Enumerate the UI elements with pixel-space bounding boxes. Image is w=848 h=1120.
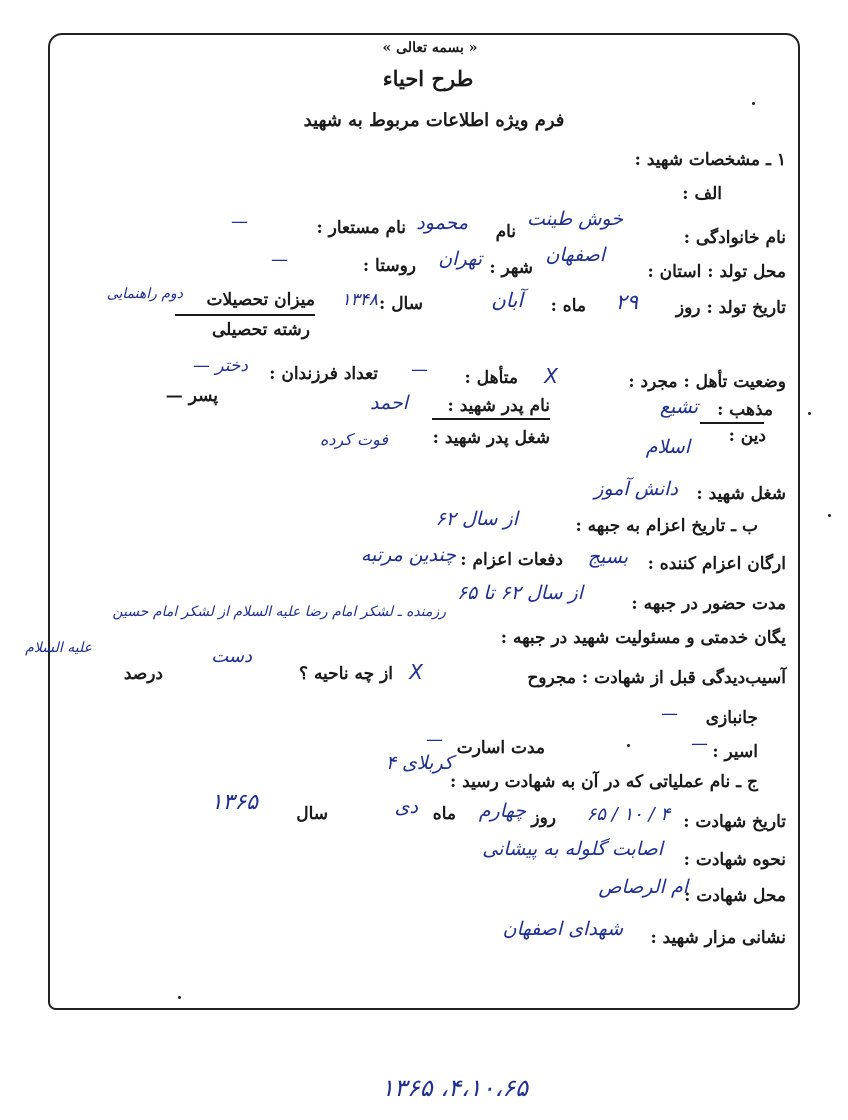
birth-month-label: ماه :	[550, 296, 586, 316]
first-name-label: نام	[495, 222, 516, 242]
martyrdom-date-value: ۴ / ۱۰ / ۶۵	[586, 804, 670, 825]
children-count-label: تعداد فرزندان :	[269, 364, 378, 384]
province-value: اصفهان	[545, 244, 605, 266]
unit-value-line1: رزمنده ـ لشکر امام رضا علیه السلام از لشکر امام حسین	[112, 604, 446, 620]
birthplace-label: محل تولد : استان :	[647, 262, 786, 282]
dispatch-org-value: بسیج	[587, 546, 628, 568]
married-value: —	[411, 360, 428, 380]
education-level-label: میزان تحصیلات	[206, 290, 315, 310]
basmala: « بسمه تعالی »	[382, 40, 478, 56]
religion-value: اسلام	[645, 436, 690, 458]
father-name-value: احمد	[370, 392, 408, 414]
village-label: روستا :	[362, 256, 416, 276]
martyrdom-day-value: چهارم	[478, 800, 526, 822]
city-label: شهر :	[489, 258, 533, 278]
city-value: تهران	[438, 248, 482, 270]
martyrdom-month-label: ماه	[432, 804, 456, 824]
unit-value-line2: علیه السلام	[25, 640, 92, 656]
job-label: شغل شهید :	[696, 484, 786, 504]
alias-label: نام مستعار :	[316, 218, 406, 238]
front-duration-label: مدت حضور در جبهه :	[631, 594, 786, 614]
front-duration-value: از سال ۶۲ تا ۶۵	[456, 582, 583, 604]
father-name-label: نام پدر شهید :	[447, 396, 550, 416]
stray-dot	[808, 412, 811, 415]
dispatch-times-value: چندین مرتبه	[360, 544, 456, 566]
education-level-underline	[175, 314, 315, 316]
operation-value: کربلای ۴	[385, 752, 453, 774]
captive-label: اسیر :	[712, 742, 758, 762]
form-subtitle: فرم ویژه اطلاعات مربوط به شهید	[303, 110, 565, 131]
martyrdom-manner-label: نحوه شهادت :	[683, 850, 786, 870]
marital-status-label: وضعیت تأهل : مجرد :	[628, 372, 786, 392]
daughter-count: دختر —	[193, 356, 248, 376]
sect-underline	[700, 422, 764, 424]
martyrdom-year-value: ۱۳۶۵	[210, 790, 258, 815]
birthdate-label: تاریخ تولد : روز	[675, 298, 786, 318]
disability-value: —	[661, 704, 678, 724]
birth-month-value: آبان	[491, 288, 523, 312]
job-value: دانش آموز	[594, 478, 678, 500]
sect-value: تشیع	[659, 396, 698, 418]
stray-dot	[627, 744, 630, 747]
disability-label: جانبازی	[705, 708, 758, 728]
section-heading: ۱ ـ مشخصات شهید :	[634, 150, 786, 170]
family-name-value: خوش طینت	[526, 208, 623, 230]
martyrdom-year-label: سال	[296, 804, 328, 824]
religion-label: دین :	[728, 426, 766, 446]
sect-label: مذهب :	[717, 400, 773, 420]
birth-year-value: ۱۳۴۸	[341, 290, 378, 310]
martyrdom-month-value: دی	[394, 796, 418, 818]
birth-day-value: ۲۹	[615, 290, 638, 314]
family-name-label: نام خانوادگی :	[683, 228, 786, 248]
percent-label: درصد	[123, 664, 163, 684]
footer-handwritten-note: ۴،۱۰،۶۵، ۱۳۶۵	[381, 1074, 528, 1102]
father-job-label: شغل پدر شهید :	[432, 428, 550, 448]
stray-dot	[752, 102, 755, 105]
martyrdom-date-label: تاریخ شهادت :	[683, 812, 786, 832]
father-name-underline	[432, 418, 550, 420]
captivity-value: —	[426, 730, 443, 750]
injury-label: آسیب‌دیدگی قبل از شهادت : مجروح	[527, 668, 786, 688]
martyrdom-manner-value: اصابت گلوله به پیشانی	[482, 838, 663, 860]
dispatch-times-label: دفعات اعزام :	[460, 550, 563, 570]
education-field-label: رشته تحصیلی	[212, 320, 310, 340]
dispatch-org-label: ارگان اعزام کننده :	[647, 554, 786, 574]
first-name-value: محمود	[416, 212, 468, 234]
village-value: —	[271, 250, 288, 270]
martyrdom-place-label: محل شهادت :	[684, 886, 786, 906]
stray-dot	[828, 514, 831, 517]
captivity-label: مدت اسارت	[456, 738, 545, 758]
injured-mark: X	[409, 660, 423, 684]
alias-value: —	[231, 212, 248, 232]
grave-address-value: شهدای اصفهان	[502, 918, 623, 940]
injury-location-value: دست	[211, 646, 252, 667]
dispatch-date-label: ب ـ تاریخ اعزام به جبهه :	[575, 516, 758, 536]
dispatch-date-value: از سال ۶۲	[435, 508, 518, 530]
injury-location-label: از چه ناحیه ؟	[299, 664, 393, 684]
son-count: پسر —	[165, 386, 218, 406]
married-label: متأهل :	[464, 368, 518, 388]
single-mark: X	[544, 364, 558, 388]
form-title: طرح احیاء	[382, 66, 474, 91]
operation-label: ج ـ نام عملیاتی که در آن به شهادت رسید :	[449, 772, 758, 792]
martyrdom-place-value: ام الرصاص	[598, 876, 688, 898]
stray-dot	[178, 996, 181, 999]
education-level-value: دوم راهنمایی	[106, 286, 183, 302]
father-job-value: فوت کرده	[319, 430, 388, 449]
grave-address-label: نشانی مزار شهید :	[650, 928, 786, 948]
unit-label: یگان خدمتی و مسئولیت شهید در جبهه :	[500, 628, 786, 648]
martyrdom-day-label: روز	[531, 808, 556, 828]
birth-year-label: سال :	[379, 294, 423, 314]
part-a-label: الف :	[682, 184, 722, 204]
captive-value: —	[691, 734, 708, 754]
